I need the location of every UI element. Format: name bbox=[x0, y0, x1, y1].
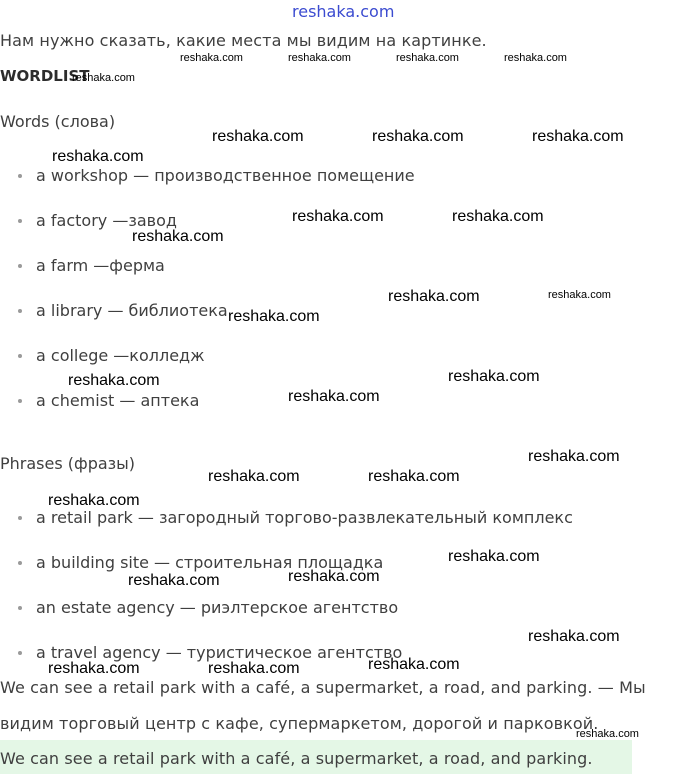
watermark: reshaka.com bbox=[180, 52, 243, 64]
watermark: reshaka.com bbox=[288, 568, 380, 585]
watermark: reshaka.com bbox=[388, 288, 480, 305]
watermark: reshaka.com bbox=[576, 728, 639, 740]
phrases-heading: Phrases (фразы) bbox=[0, 454, 136, 473]
watermark: reshaka.com bbox=[368, 656, 460, 673]
watermark: reshaka.com bbox=[288, 52, 351, 64]
watermark: reshaka.com bbox=[532, 128, 624, 145]
watermark: reshaka.com bbox=[48, 492, 140, 509]
bullet-icon bbox=[18, 516, 22, 520]
watermark: reshaka.com bbox=[528, 448, 620, 465]
watermark: reshaka.com bbox=[208, 468, 300, 485]
watermark: reshaka.com bbox=[208, 660, 300, 677]
answer-line-2: видим торговый центр с кафе, супермаркетом, дорогой и парковкой. bbox=[0, 714, 599, 733]
watermark: reshaka.com bbox=[548, 289, 611, 301]
watermark: reshaka.com bbox=[52, 148, 144, 165]
watermark: reshaka.com bbox=[292, 208, 384, 225]
watermark: reshaka.com bbox=[68, 372, 160, 389]
intro-text: Нам нужно сказать, какие места мы видим на картинке. bbox=[0, 31, 487, 50]
bullet-icon bbox=[18, 264, 22, 268]
bullet-icon bbox=[18, 309, 22, 313]
watermark: reshaka.com bbox=[372, 128, 464, 145]
watermark: reshaka.com bbox=[504, 52, 567, 64]
bullet-icon bbox=[18, 561, 22, 565]
watermark: reshaka.com bbox=[212, 128, 304, 145]
watermark: reshaka.com bbox=[396, 52, 459, 64]
answer-line-1: We can see a retail park with a café, a supermarket, a road, and parking. — Мы bbox=[0, 678, 646, 697]
watermark: reshaka.com bbox=[368, 468, 460, 485]
site-link[interactable]: reshaka.com bbox=[292, 2, 395, 21]
watermark: reshaka.com bbox=[132, 228, 224, 245]
bullet-icon bbox=[18, 606, 22, 610]
bullet-icon bbox=[18, 219, 22, 223]
watermark: reshaka.com bbox=[128, 572, 220, 589]
bullet-icon bbox=[18, 651, 22, 655]
bullet-icon bbox=[18, 399, 22, 403]
watermark: reshaka.com bbox=[528, 628, 620, 645]
watermark: reshaka.com bbox=[288, 388, 380, 405]
watermark: reshaka.com bbox=[452, 208, 544, 225]
watermark: reshaka.com bbox=[48, 660, 140, 677]
watermark: reshaka.com bbox=[448, 368, 540, 385]
watermark: reshaka.com bbox=[72, 72, 135, 84]
answer-highlight-text: We can see a retail park with a café, a supermarket, a road, and parking. bbox=[0, 749, 593, 768]
words-heading: Words (слова) bbox=[0, 112, 116, 131]
wordlist-title: WORDLIST bbox=[0, 67, 90, 85]
bullet-icon bbox=[18, 354, 22, 358]
watermark: reshaka.com bbox=[228, 308, 320, 325]
watermark: reshaka.com bbox=[448, 548, 540, 565]
bullet-icon bbox=[18, 174, 22, 178]
